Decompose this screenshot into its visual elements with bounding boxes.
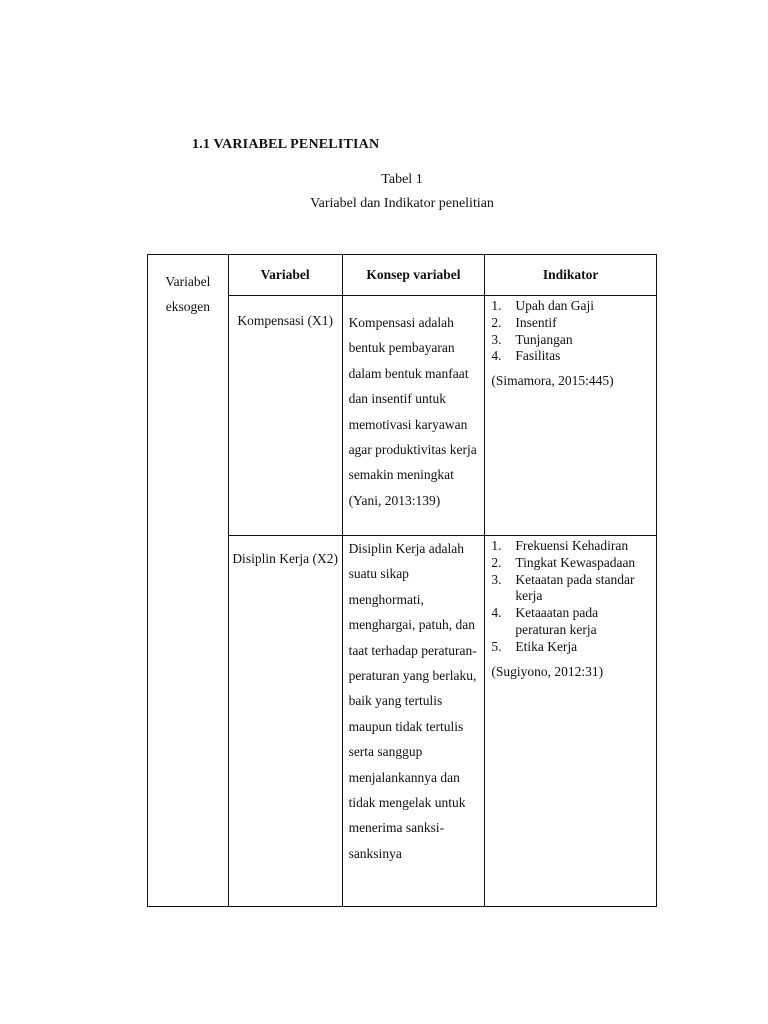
list-item: 2. Tingkat Kewaspadaan [491,554,636,570]
variable-concept: Kompensasi adalah bentuk pembayaran dalam bentuk manfaat dan insentif untuk memotivasi karyawan agar produktivitas kerja semakin meningkat (Yani, 2013:139) [342,296,485,536]
table-header-row [148,255,657,296]
table-caption-number: Tabel 1 [381,172,423,187]
indicator-source: (Simamora, 2015:445) [491,373,614,389]
list-item: 5. Etika Kerja [491,638,578,654]
list-item: 1. Upah dan Gaji [491,298,595,313]
variable-indicator-table [147,254,657,907]
variable-concept: Disiplin Kerja adalah suatu sikap menghormati, menghargai, patuh, dan taat terhadap peraturan-peraturan yang berlaku, baik yang tertulis maupun tidak tertulis serta sanggup menjalankannya dan tidak mengelak untuk menerima sanksi-sanksinya [342,536,485,907]
header-variabel: Variabel [228,255,342,296]
section-heading: 1.1 VARIABEL PENELITIAN [192,137,380,152]
list-item: 1. Frekuensi Kehadiran [491,538,629,553]
list-item: 2. Insentif [491,314,557,330]
table-caption-title: Variabel dan Indikator penelitian [310,196,494,211]
indicator-cell [485,296,657,536]
variable-name: Kompensasi (X1) [228,296,342,536]
list-item: 4. Fasilitas [491,348,561,364]
table-row [148,536,657,907]
indicator-list [491,538,652,656]
exogenous-empty-cell [148,536,229,907]
indicator-source: (Sugiyono, 2012:31) [491,663,604,679]
header-indikator: Indikator [485,255,657,296]
indicator-cell [485,536,657,907]
indicator-list [491,298,652,365]
exogenous-variable-label: Variabel eksogen [148,255,229,536]
list-item: 3. Tunjangan [491,331,573,347]
list-item: 3. Ketaatan pada standar kerja [491,571,635,604]
variable-name: Disiplin Kerja (X2) [228,536,342,907]
list-item: 4. Ketaaatan pada peraturan kerja [491,605,599,637]
header-konsep-variabel: Konsep variabel [342,255,485,296]
